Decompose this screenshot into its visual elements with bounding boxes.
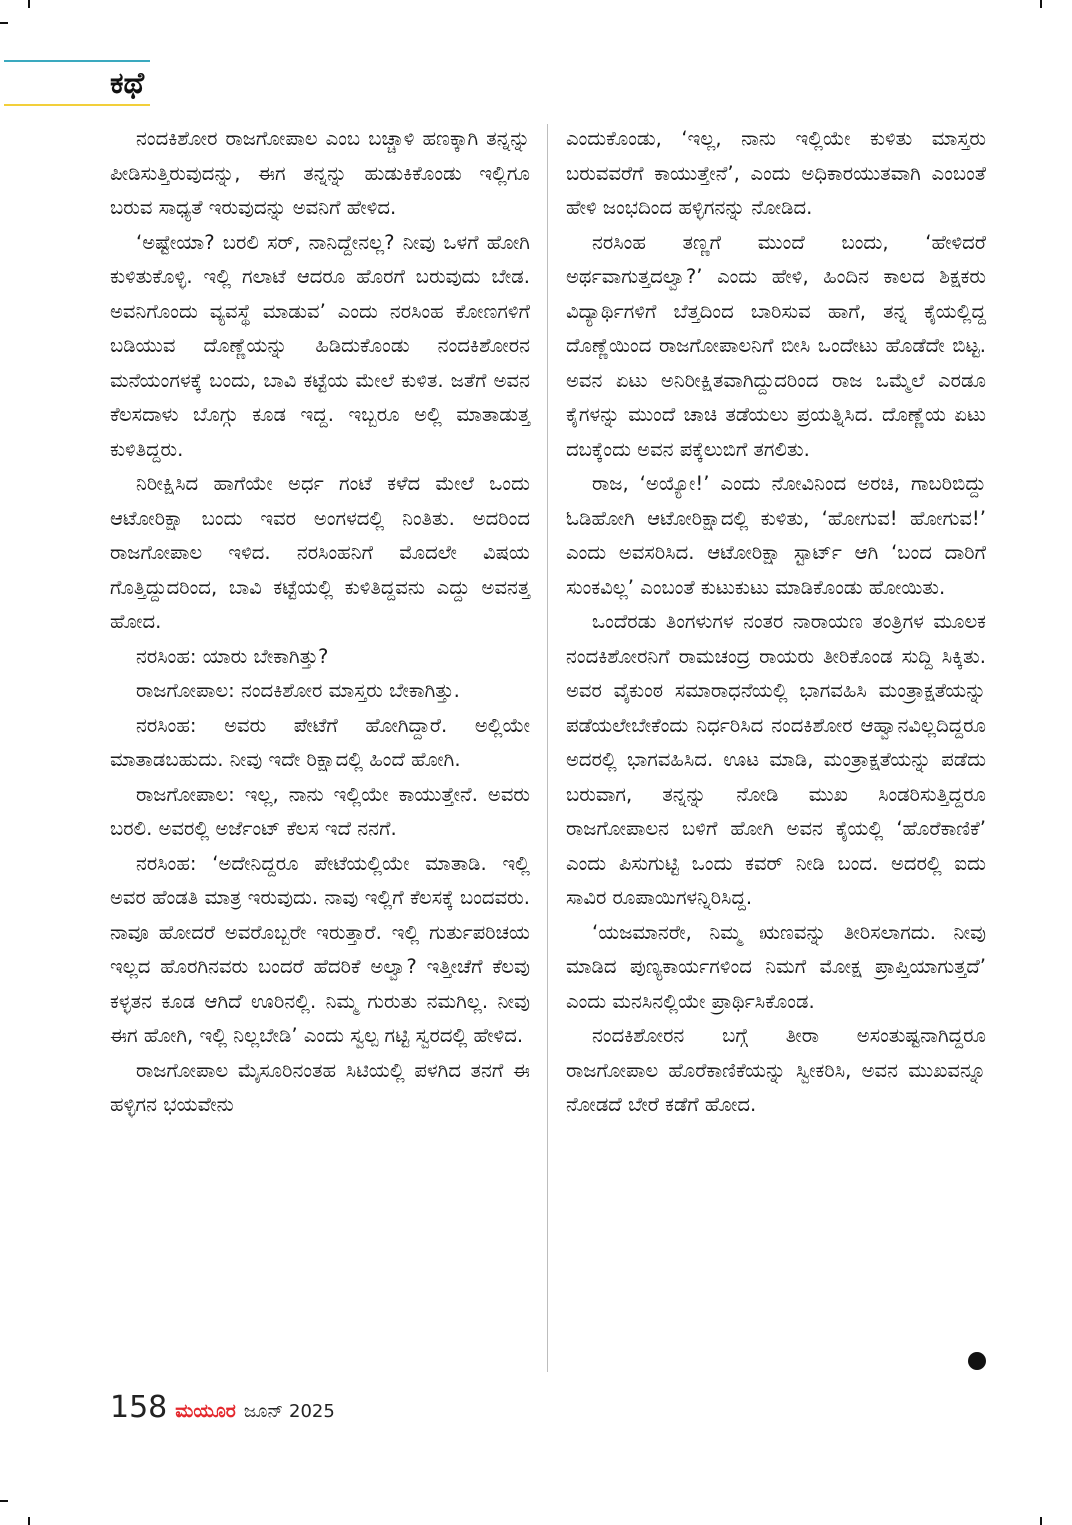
page-number: 158 xyxy=(110,1390,168,1425)
paragraph: ನಂದಕಿಶೋರನ ಬಗ್ಗೆ ತೀರಾ ಅಸಂತುಷ್ಟನಾಗಿದ್ದರೂ ರಾಜಗೋಪಾಲ ಹೊರೆಕಾಣಿಕೆಯನ್ನು ಸ್ವೀಕರಿಸಿ, ಅವನ ಮುಖವನ್ನೂ ನೋಡದೆ ಬೇರೆ ಕಡೆಗೆ ಹೋದ. xyxy=(566,1024,986,1116)
paragraph: ‘ಯಜಮಾನರೇ, ನಿಮ್ಮ ಋಣವನ್ನು ತೀರಿಸಲಾಗದು. ನೀವು ಮಾಡಿದ ಪುಣ್ಯಕಾರ್ಯಗಳಿಂದ ನಿಮಗೆ ಮೋಕ್ಷ ಪ್ರಾಪ್ತಿಯಾಗುತ್ತದೆ’ ಎಂದು ಮನಸಿನಲ್ಲಿಯೇ ಪ್ರಾರ್ಥಿಸಿಕೊಂಡ. xyxy=(566,920,986,1013)
crop-mark-bottom-left xyxy=(28,1517,30,1525)
section-title: ಕಥೆ xyxy=(110,66,145,101)
paragraph: ನಿರೀಕ್ಷಿಸಿದ ಹಾಗೆಯೇ ಅರ್ಧ ಗಂಟೆ ಕಳೆದ ಮೇಲೆ ಒಂದು ಆಟೋರಿಕ್ಷಾ ಬಂದು ಇವರ ಅಂಗಳದಲ್ಲಿ ನಿಂತಿತು. ಅದರಿಂದ ರಾಜಗೋಪಾಲ ಇಳಿದ. ನರಸಿಂಹನಿಗೆ ಮೊದಲೇ ವಿಷಯ ಗೊತ್ತಿದ್ದುದರಿಂದ, ಬಾವಿ ಕಟ್ಟೆಯಲ್ಲಿ ಕುಳಿತಿದ್ದವನು ಎದ್ದು ಅವನತ್ತ ಹೋದ. xyxy=(110,472,530,633)
crop-mark-bottom-right xyxy=(1040,1517,1042,1525)
dialogue-line: ನರಸಿಂಹ: ಅವರು ಪೇಟೆಗೆ ಹೋಗಿದ್ದಾರೆ. ಅಲ್ಲಿಯೇ ಮಾತಾಡಬಹುದು. ನೀವು ಇದೇ ರಿಕ್ಷಾದಲ್ಲಿ ಹಿಂದೆ ಹೋಗಿ. xyxy=(110,713,530,771)
magazine-logo: ಮಯೂರ xyxy=(175,1400,236,1422)
paragraph-continued: ಎಂದುಕೊಂಡು, ‘ಇಲ್ಲ, ನಾನು ಇಲ್ಲಿಯೇ ಕುಳಿತು ಮಾಸ್ತರು ಬರುವವರೆಗೆ ಕಾಯುತ್ತೇನೆ’, ಎಂದು ಅಧಿಕಾರಯುತವಾಗಿ ಎಂಬಂತೆ ಹೇಳಿ ಜಂಭದಿಂದ ಹಳ್ಳಿಗನನ್ನು ನೋಡಿದ. xyxy=(566,127,986,219)
paragraph: ನರಸಿಂಹ ತಣ್ಣಗೆ ಮುಂದೆ ಬಂದು, ‘ಹೇಳಿದರೆ ಅರ್ಥವಾಗುತ್ತದಲ್ವಾ?’ ಎಂದು ಹೇಳಿ, ಹಿಂದಿನ ಕಾಲದ ಶಿಕ್ಷಕರು ವಿದ್ಯಾರ್ಥಿಗಳಿಗೆ ಬೆತ್ತದಿಂದ ಬಾರಿಸುವ ಹಾಗೆ, ತನ್ನ ಕೈಯಲ್ಲಿದ್ದ ದೊಣ್ಣೆಯಿಂದ ರಾಜಗೋಪಾಲನಿಗೆ ಬೀಸಿ ಒಂದೇಟು ಹೊಡೆದೇ ಬಿಟ್ಟ. ಅವನ ಏಟು ಅನಿರೀಕ್ಷಿತವಾಗಿದ್ದುದರಿಂದ ರಾಜ ಒಮ್ಮೆಲೆ ಎರಡೂ ಕೈಗಳನ್ನು ಮುಂದೆ ಚಾಚಿ ತಡೆಯಲು ಪ್ರಯತ್ನಿಸಿದ. ದೊಣ್ಣೆಯ ಏಟು ದಬಕ್ಕೆಂದು ಅವನ ಪಕ್ಕೆಲುಬಿಗೆ ತಗಲಿತು. xyxy=(566,230,986,461)
dialogue-line: ರಾಜಗೋಪಾಲ: ಇಲ್ಲ, ನಾನು ಇಲ್ಲಿಯೇ ಕಾಯುತ್ತೇನೆ. ಅವರು ಬರಲಿ. ಅವರಲ್ಲಿ ಅರ್ಜೆಂಟ್ ಕೆಲಸ ಇದೆ ನನಗೆ. xyxy=(110,782,530,840)
article-column-left xyxy=(110,122,530,1123)
crop-mark-left-lower xyxy=(0,1500,8,1502)
story-end-bullet xyxy=(968,1352,986,1370)
dialogue-line: ನರಸಿಂಹ: ಯಾರು ಬೇಕಾಗಿತ್ತು? xyxy=(136,644,329,668)
paragraph: ರಾಜ, ‘ಅಯ್ಯೋ!’ ಎಂದು ನೋವಿನಿಂದ ಅರಚಿ, ಗಾಬರಿಬಿದ್ದು ಓಡಿಹೋಗಿ ಆಟೋರಿಕ್ಷಾದಲ್ಲಿ ಕುಳಿತು, ‘ಹೋಗುವ! ಹೋಗುವ!’ ಎಂದು ಅವಸರಿಸಿದ. ಆಟೋರಿಕ್ಷಾ ಸ್ಟಾರ್ಟ್ ಆಗಿ ‘ಬಂದ ದಾರಿಗೆ ಸುಂಕವಿಲ್ಲ’ ಎಂಬಂತೆ ಕುಟುಕುಟು ಮಾಡಿಕೊಂಡು ಹೋಯಿತು. xyxy=(566,472,986,599)
paragraph: ನಂದಕಿಶೋರ ರಾಜಗೋಪಾಲ ಎಂಬ ಬಚ್ಚಾಳಿ ಹಣಕ್ಕಾಗಿ ತನ್ನನ್ನು ಪೀಡಿಸುತ್ತಿರುವುದನ್ನು, ಈಗ ತನ್ನನ್ನು ಹುಡುಕಿಕೊಂಡು ಇಲ್ಲಿಗೂ ಬರುವ ಸಾಧ್ಯತೆ ಇರುವುದನ್ನು ಅವನಿಗೆ ಹೇಳಿದ. xyxy=(110,127,530,219)
page-footer xyxy=(110,1390,335,1430)
paragraph: ಒಂದೆರಡು ತಿಂಗಳುಗಳ ನಂತರ ನಾರಾಯಣ ತಂತ್ರಿಗಳ ಮೂಲಕ ನಂದಕಿಶೋರನಿಗೆ ರಾಮಚಂದ್ರ ರಾಯರು ತೀರಿಕೊಂಡ ಸುದ್ದಿ ಸಿಕ್ಕಿತು. ಅವರ ವೈಕುಂಠ ಸಮಾರಾಧನೆಯಲ್ಲಿ ಭಾಗವಹಿಸಿ ಮಂತ್ರಾಕ್ಷತೆಯನ್ನು ಪಡೆಯಲೇಬೇಕೆಂದು ನಿರ್ಧರಿಸಿದ ನಂದಕಿಶೋರ ಆಹ್ವಾನವಿಲ್ಲದಿದ್ದರೂ ಅದರಲ್ಲಿ ಭಾಗವಹಿಸಿದ. ಊಟ ಮಾಡಿ, ಮಂತ್ರಾಕ್ಷತೆಯನ್ನು ಪಡೆದು ಬರುವಾಗ, ತನ್ನನ್ನು ನೋಡಿ ಮುಖ ಸಿಂಡರಿಸುತ್ತಿದ್ದರೂ ರಾಜಗೋಪಾಲನ ಬಳಿಗೆ ಹೋಗಿ ಅವನ ಕೈಯಲ್ಲಿ ‘ಹೊರೆಕಾಣಿಕೆ’ ಎಂದು ಪಿಸುಗುಟ್ಟಿ ಒಂದು ಕವರ್ ನೀಡಿ ಬಂದ. ಅದರಲ್ಲಿ ಐದು ಸಾವಿರ ರೂಪಾಯಿಗಳನ್ನಿರಿಸಿದ್ದ. xyxy=(566,610,986,909)
issue-date: ಜೂನ್ 2025 xyxy=(243,1401,335,1422)
crop-mark-top-left xyxy=(28,0,30,8)
dialogue-line: ನರಸಿಂಹ: ‘ಅದೇನಿದ್ದರೂ ಪೇಟೆಯಲ್ಲಿಯೇ ಮಾತಾಡಿ. ಇಲ್ಲಿ ಅವರ ಹೆಂಡತಿ ಮಾತ್ರ ಇರುವುದು. ನಾವು ಇಲ್ಲಿಗೆ ಕೆಲಸಕ್ಕೆ ಬಂದವರು. ನಾವೂ ಹೋದರೆ ಅವರೊಬ್ಬರೇ ಇರುತ್ತಾರೆ. ಇಲ್ಲಿ ಗುರ್ತುಪರಿಚಯ ಇಲ್ಲದ ಹೊರಗಿನವರು ಬಂದರೆ ಹೆದರಿಕೆ ಅಲ್ವಾ? ಇತ್ತೀಚೆಗೆ ಕೆಲವು ಕಳ್ಳತನ ಕೂಡ ಆಗಿದೆ ಊರಿನಲ್ಲಿ. ನಿಮ್ಮ ಗುರುತು ನಮಗಿಲ್ಲ. ನೀವು ಈಗ ಹೋಗಿ, ಇಲ್ಲಿ ನಿಲ್ಲಬೇಡಿ’ ಎಂದು ಸ್ವಲ್ಪ ಗಟ್ಟಿ ಸ್ವರದಲ್ಲಿ ಹೇಳಿದ. xyxy=(110,851,530,1047)
crop-mark-left-upper xyxy=(0,22,8,24)
section-rule-bottom xyxy=(4,104,150,106)
crop-mark-top-right xyxy=(1040,0,1042,8)
article-column-right xyxy=(566,122,986,1123)
paragraph: ರಾಜಗೋಪಾಲ ಮೈಸೂರಿನಂತಹ ಸಿಟಿಯಲ್ಲಿ ಪಳಗಿದ ತನಗೆ ಈ ಹಳ್ಳಿಗನ ಭಯವೇನು xyxy=(110,1058,530,1116)
column-divider xyxy=(547,124,548,1372)
paragraph: ‘ಅಷ್ಟೇಯಾ? ಬರಲಿ ಸರ್, ನಾನಿದ್ದೇನಲ್ಲ? ನೀವು ಒಳಗೆ ಹೋಗಿ ಕುಳಿತುಕೊಳ್ಳಿ. ಇಲ್ಲಿ ಗಲಾಟೆ ಆದರೂ ಹೊರಗೆ ಬರುವುದು ಬೇಡ. ಅವನಿಗೊಂದು ವ್ಯವಸ್ಥೆ ಮಾಡುವ’ ಎಂದು ನರಸಿಂಹ ಕೋಣಗಳಿಗೆ ಬಡಿಯುವ ದೊಣ್ಣೆಯನ್ನು ಹಿಡಿದುಕೊಂಡು ನಂದಕಿಶೋರನ ಮನೆಯಂಗಳಕ್ಕೆ ಬಂದು, ಬಾವಿ ಕಟ್ಟೆಯ ಮೇಲೆ ಕುಳಿತ. ಜತೆಗೆ ಅವನ ಕೆಲಸದಾಳು ಬೊಗ್ಗು ಕೂಡ ಇದ್ದ. ಇಬ್ಬರೂ ಅಲ್ಲಿ ಮಾತಾಡುತ್ತ ಕುಳಿತಿದ್ದರು. xyxy=(110,230,530,461)
dialogue-line: ರಾಜಗೋಪಾಲ: ನಂದಕಿಶೋರ ಮಾಸ್ತರು ಬೇಕಾಗಿತ್ತು. xyxy=(136,679,460,702)
section-rule-top xyxy=(4,60,150,62)
